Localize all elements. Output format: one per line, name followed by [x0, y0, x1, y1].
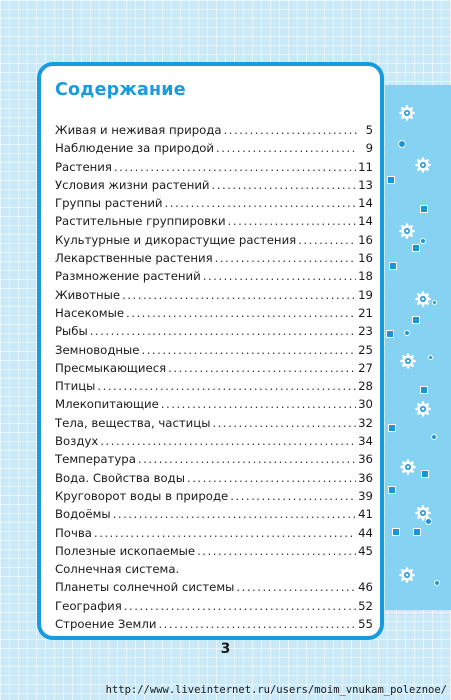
page-title: Содержание [55, 80, 186, 100]
toc-entry [55, 562, 373, 580]
toc-entry-page: 30 [358, 397, 373, 412]
toc-entry-title: Строение Земли [55, 617, 157, 632]
decorative-square [388, 486, 396, 494]
toc-entry-page: 36 [358, 452, 373, 467]
toc-entry [55, 306, 373, 324]
toc-leader-dots [97, 379, 356, 393]
toc-entry-page: 34 [358, 434, 373, 449]
toc-entry-page: 52 [358, 598, 373, 613]
snowflake-icon [398, 222, 416, 240]
toc-leader-dots [236, 580, 356, 594]
toc-entry [55, 617, 373, 635]
toc-entry-page: 14 [358, 196, 373, 211]
toc-entry [55, 452, 373, 470]
snowflake-icon [398, 566, 416, 584]
toc-entry-title: Вода. Свойства воды [55, 470, 185, 485]
snowflake-icon [414, 156, 432, 174]
toc-entry-page: 25 [358, 342, 373, 357]
toc-entry-page: 9 [365, 141, 373, 156]
toc-leader-dots [165, 196, 357, 210]
decorative-dot [431, 434, 437, 440]
decorative-square [412, 316, 420, 324]
toc-entry [55, 544, 373, 562]
toc-entry [55, 416, 373, 434]
decorative-dot [398, 140, 406, 148]
toc-leader-dots [161, 397, 356, 411]
toc-entry-page: 36 [358, 470, 373, 485]
toc-leader-dots [168, 361, 356, 375]
toc-entry-title: Рыбы [55, 324, 88, 339]
toc-leader-dots [215, 251, 357, 265]
toc-entry-page: 23 [358, 324, 373, 339]
decorative-square [392, 528, 400, 536]
toc-entry-title: География [55, 598, 122, 613]
toc-entry [55, 599, 373, 617]
toc-leader-dots [126, 306, 356, 320]
toc-leader-dots [298, 233, 356, 247]
toc-entry-page: 13 [358, 177, 373, 192]
snowflake-icon [399, 458, 417, 476]
toc-entry-title: Насекомые [55, 305, 125, 320]
toc-entry [55, 526, 373, 544]
toc-entry-title: Планеты солнечной системы [55, 580, 235, 595]
toc-entry-page: 14 [358, 214, 373, 229]
decorative-square [388, 424, 396, 432]
toc-entry [55, 196, 373, 214]
toc-entry-page: 21 [358, 305, 373, 320]
toc-entry-page: 44 [358, 525, 373, 540]
toc-entry [55, 507, 373, 525]
decorative-square [389, 262, 397, 270]
toc-leader-dots [138, 452, 356, 466]
toc-entry-page: 18 [358, 269, 373, 284]
toc-entry-title: Размножение растений [55, 269, 201, 284]
page-number: 3 [220, 641, 231, 657]
toc-entry-title: Круговорот воды в природе [55, 488, 229, 503]
toc-entry [55, 160, 373, 178]
toc-entry-page: 11 [358, 159, 373, 174]
decorative-square [413, 528, 421, 536]
toc-entry-page: 27 [358, 360, 373, 375]
toc-leader-dots [100, 434, 356, 448]
toc-leader-dots [90, 324, 356, 338]
toc-entry-title: Воздух [55, 434, 99, 449]
toc-leader-dots [187, 471, 356, 485]
decorative-dot [428, 355, 433, 360]
toc-entry-title: Лекарственные растения [55, 251, 213, 266]
toc-leader-dots [203, 269, 356, 283]
toc-entry-page: 5 [365, 123, 373, 137]
toc-entry-page: 55 [358, 617, 373, 632]
toc-entry-page: 16 [358, 251, 373, 266]
toc-entry-title: Солнечная система. [55, 562, 180, 577]
toc-entry-page: 19 [358, 287, 373, 302]
decorative-dot [404, 330, 410, 336]
toc-entry [55, 361, 373, 379]
toc-entry-page: 41 [358, 507, 373, 522]
toc-entry-title: Птицы [55, 379, 96, 394]
toc-entry [55, 251, 373, 269]
snowflake-icon [399, 352, 417, 370]
toc-leader-dots [216, 141, 357, 155]
decorative-square [420, 386, 428, 394]
toc-entry [55, 288, 373, 306]
toc-entry [55, 379, 373, 397]
toc-entry [55, 324, 373, 342]
toc-entry [55, 580, 373, 598]
toc-entry-title: Животные [55, 287, 121, 302]
toc-entry-page: 39 [358, 488, 373, 503]
toc-leader-dots [122, 288, 356, 302]
decorative-square [421, 470, 429, 478]
toc-leader-dots [94, 526, 356, 540]
toc-leader-dots [114, 160, 356, 174]
toc-entry-title: Условия жизни растений [55, 177, 210, 192]
toc-leader-dots [124, 599, 356, 613]
toc-leader-dots [212, 178, 357, 192]
decorative-dot [432, 300, 437, 305]
toc-entry [55, 434, 373, 452]
decorative-square [387, 176, 395, 184]
toc-entry-page: 28 [358, 379, 373, 394]
toc-entry [55, 489, 373, 507]
toc-entry-title: Группы растений [55, 196, 163, 211]
toc-entry [55, 343, 373, 361]
toc-entry-title: Наблюдение за природой [55, 141, 215, 156]
toc-entry [55, 178, 373, 196]
decorative-square [412, 244, 420, 252]
toc-entry [55, 269, 373, 287]
toc-entry-page: 32 [358, 415, 373, 430]
watermark-url: http://www.liveinternet.ru/users/moim_vnukam_poleznoe/ [105, 684, 447, 696]
toc-entry-page: 46 [358, 580, 373, 595]
snowflake-icon [414, 290, 432, 308]
toc-entry-title: Земноводные [55, 342, 140, 357]
toc-entry-title: Почва [55, 525, 92, 540]
toc-leader-dots [113, 507, 356, 521]
decorative-dot [425, 518, 432, 525]
decorative-dot [434, 580, 440, 586]
toc-entry [55, 141, 373, 159]
toc-entry [55, 214, 373, 232]
toc-entry-title: Водоёмы [55, 507, 111, 522]
toc-entry [55, 397, 373, 415]
toc-entry-title: Культурные и дикорастущие растения [55, 232, 297, 247]
toc-leader-dots [197, 544, 356, 558]
snowflake-icon [398, 104, 416, 122]
decorative-square [420, 205, 428, 213]
toc-entry-title: Тела, вещества, частицы [55, 415, 211, 430]
decorative-dot [420, 238, 426, 244]
toc-leader-dots [212, 416, 356, 430]
toc-entry-page: 45 [358, 543, 373, 558]
toc-entry [55, 233, 373, 251]
toc-entry-title: Температура [55, 452, 136, 467]
toc-leader-dots [158, 617, 356, 631]
toc-entry-title: Полезные ископаемые [55, 543, 196, 558]
toc-leader-dots [224, 123, 357, 137]
toc-entry-title: Млекопитающие [55, 397, 159, 412]
decorative-square [386, 330, 394, 338]
toc-leader-dots [141, 343, 356, 357]
contents-card [37, 62, 384, 640]
table-of-contents [55, 123, 373, 635]
snowflake-icon [414, 400, 432, 418]
toc-leader-dots [230, 489, 356, 503]
toc-entry [55, 123, 373, 141]
toc-leader-dots [228, 214, 356, 228]
toc-entry-title: Пресмыкающиеся [55, 360, 167, 375]
toc-entry-title: Живая и неживая природа [55, 123, 222, 137]
toc-entry [55, 471, 373, 489]
toc-entry-title: Растительные группировки [55, 214, 226, 229]
toc-entry-title: Растения [55, 159, 112, 174]
toc-entry-page: 16 [358, 232, 373, 247]
